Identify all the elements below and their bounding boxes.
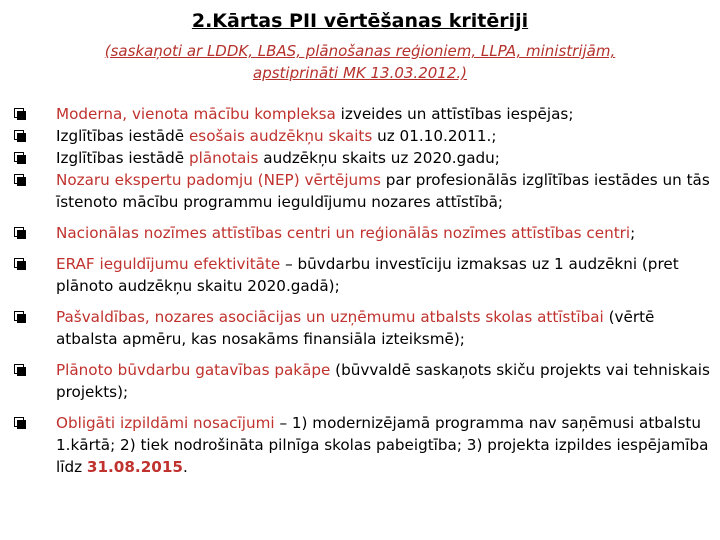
list-item: Pašvaldības, nozares asociācijas un uzņēmumu atbalsts skolas attīstībai (vērtē atbalsta apmēru, kas nosakāms finansiāla izteiksmē);: [14, 306, 710, 350]
checkbox-square-icon: [14, 311, 24, 321]
list-item: Izglītības iestādē esošais audzēkņu skaits uz 01.10.2011.;: [14, 125, 710, 147]
list-item: Nacionālas nozīmes attīstības centri un reģionālās nozīmes attīstības centri;: [14, 222, 710, 244]
checkbox-square-icon: [14, 364, 24, 374]
subtitle: (saskaņoti ar LDDK, LBAS, plānošanas reģioniem, LLPA, ministrijām, apstiprināti MK 13.03.2012.): [104, 42, 616, 82]
checkbox-square-icon: [14, 417, 24, 427]
checkbox-square-icon: [14, 130, 24, 140]
checkbox-square-icon: [14, 152, 24, 162]
checkbox-square-icon: [14, 227, 24, 237]
page-title: 2.Kārtas PII vērtēšanas kritēriji: [191, 10, 529, 32]
checkbox-square-icon: [14, 258, 24, 268]
checkbox-square-icon: [14, 174, 24, 184]
list-item: Obligāti izpildāmi nosacījumi – 1) modernizējamā programma nav saņēmusi atbalstu 1.kārtā; 2) tiek nodrošināta pilnīga skolas pabeigtība; 3) projekta izpildes iespējamība līdz 31.08.2015.: [14, 412, 710, 478]
list-item: Nozaru ekspertu padomju (NEP) vērtējums par profesionālās izglītības iestādes un tās īstenoto mācību programmu ieguldījumu nozares attīstībā;: [14, 169, 710, 213]
list-item: Izglītības iestādē plānotais audzēkņu skaits uz 2020.gadu;: [14, 147, 710, 169]
list-item: Moderna, vienota mācību kompleksa izveides un attīstības iespējas;: [14, 103, 710, 125]
checkbox-square-icon: [14, 108, 24, 118]
list-item: Plānoto būvdarbu gatavības pakāpe (būvvaldē saskaņots skiču projekts vai tehniskais projekts);: [14, 359, 710, 403]
criteria-list: [14, 103, 710, 478]
list-item: ERAF ieguldījumu efektivitāte – būvdarbu investīciju izmaksas uz 1 audzēkni (pret plānoto audzēkņu skaitu 2020.gadā);: [14, 253, 710, 297]
